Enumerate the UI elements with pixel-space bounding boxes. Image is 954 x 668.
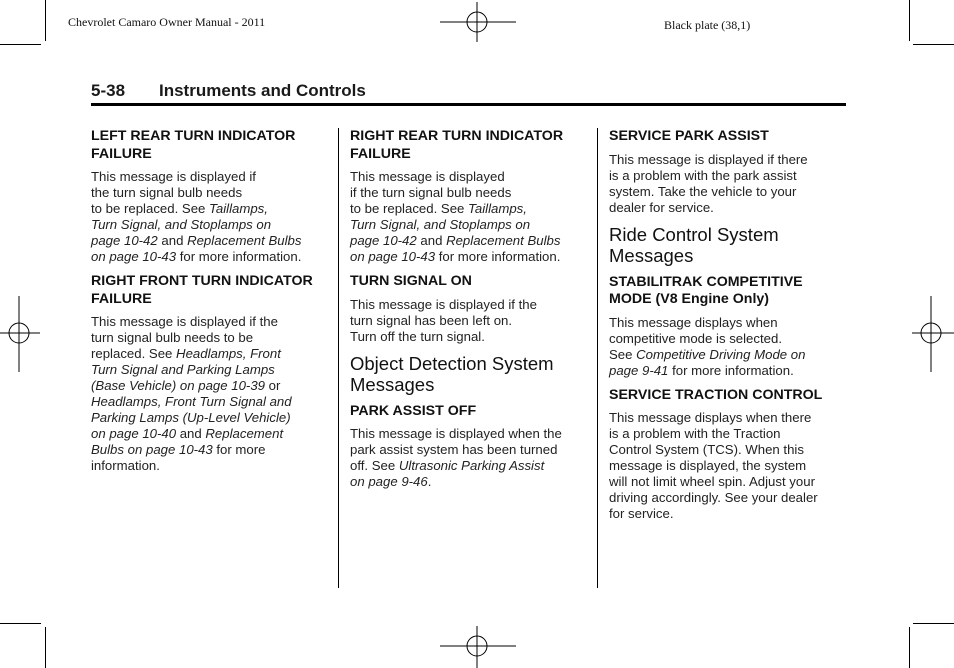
text-line xyxy=(609,474,845,490)
section-heading: Ride Control System Messages xyxy=(609,223,779,266)
text-line xyxy=(350,249,586,265)
message-title: RIGHT FRONT TURN INDICATOR FAILURE xyxy=(91,273,313,307)
text-line xyxy=(91,378,327,394)
cross-reference: on page 9-46 xyxy=(350,474,428,489)
text-line xyxy=(91,458,327,474)
text-run: and xyxy=(176,426,206,441)
cross-reference: Turn Signal and Parking Lamps xyxy=(91,362,275,377)
crop-mark xyxy=(913,623,954,624)
text-line xyxy=(350,426,586,442)
text-run: driving accordingly. See your dealer xyxy=(609,490,818,505)
message-title: SERVICE TRACTION CONTROL xyxy=(609,386,823,403)
plate-label: Chevrolet Camaro Owner Manual - 2011 xyxy=(68,15,266,29)
text-line xyxy=(609,442,845,458)
text-line xyxy=(609,184,845,200)
text-line xyxy=(91,201,327,217)
text-line xyxy=(91,442,327,458)
text-run: This message is displayed when the xyxy=(350,426,562,441)
message-description xyxy=(350,169,586,265)
text-run: This message is displayed if xyxy=(91,169,256,184)
text-line xyxy=(91,346,327,362)
text-run: for more information. xyxy=(435,249,561,264)
registration-mark-icon xyxy=(440,0,516,45)
plate-label: Black plate (38,1) xyxy=(664,18,751,32)
text-line xyxy=(350,313,586,329)
text-line xyxy=(609,506,845,522)
cross-reference: Parking Lamps (Up-Level Vehicle) xyxy=(91,410,291,425)
text-run: for more information. xyxy=(668,362,794,378)
column xyxy=(350,128,586,498)
text-run: off. See xyxy=(350,458,399,473)
text-run: Control System (TCS). When this xyxy=(609,442,804,457)
cross-reference: page 10-42 xyxy=(91,233,158,248)
column xyxy=(609,128,845,530)
message-title: PARK ASSIST OFF xyxy=(350,402,477,419)
text-run: This message is displayed if the xyxy=(91,314,278,329)
cross-reference: on page 10-40 xyxy=(91,426,177,441)
cross-reference: Competitive Driving Mode on xyxy=(636,346,806,362)
text-line xyxy=(350,169,586,185)
registration-mark-icon xyxy=(0,296,40,372)
cross-reference: Replacement Bulbs xyxy=(187,233,302,248)
cross-reference: (Base Vehicle) on page 10-39 xyxy=(91,378,265,393)
cross-reference: Turn Signal, and Stoplamps on xyxy=(350,217,531,232)
cross-reference: Headlamps, Front Turn Signal and xyxy=(91,394,292,409)
cross-reference: Headlamps, Front xyxy=(176,346,281,361)
column-divider xyxy=(597,128,598,588)
text-line xyxy=(350,185,586,201)
message-description xyxy=(350,426,586,490)
text-line xyxy=(609,363,845,379)
text-run: turn signal bulb needs to be xyxy=(91,330,254,345)
text-line xyxy=(609,315,845,331)
crop-mark xyxy=(909,627,910,668)
crop-mark xyxy=(909,0,910,41)
text-line xyxy=(91,314,327,330)
message-title: RIGHT REAR TURN INDICATOR FAILURE xyxy=(350,128,564,162)
text-line xyxy=(91,426,327,442)
message-description xyxy=(609,152,845,216)
text-run: information. xyxy=(91,458,160,473)
cross-reference: Replacement Bulbs xyxy=(446,233,561,248)
text-line xyxy=(91,233,327,249)
text-line xyxy=(91,330,327,346)
page-number: 5-38 xyxy=(91,81,126,100)
message-description xyxy=(609,315,845,379)
message-description xyxy=(91,314,327,474)
text-line xyxy=(609,347,845,363)
text-line xyxy=(91,410,327,426)
text-line xyxy=(91,185,327,201)
cross-reference: Ultrasonic Parking Assist xyxy=(398,458,545,473)
text-line xyxy=(609,458,845,474)
cross-reference: page 9-41 xyxy=(609,362,669,378)
text-line xyxy=(350,458,586,474)
cross-reference: Taillamps, xyxy=(209,201,268,216)
message-description xyxy=(350,297,586,345)
cross-reference: on page 10-43 xyxy=(350,249,436,264)
text-line xyxy=(609,426,845,442)
message-title: SERVICE PARK ASSIST xyxy=(609,128,769,144)
text-run: See xyxy=(609,346,637,362)
text-line xyxy=(91,362,327,378)
text-run: message is displayed, the system xyxy=(609,458,807,473)
cross-reference: Taillamps, xyxy=(468,201,527,216)
message-title: TURN SIGNAL ON xyxy=(350,273,472,289)
text-run: is a problem with the park assist xyxy=(609,167,797,183)
text-line xyxy=(609,331,845,347)
text-line xyxy=(91,249,327,265)
text-line xyxy=(609,152,845,168)
crop-mark xyxy=(0,44,41,45)
text-line xyxy=(350,329,586,345)
text-run: Turn off the turn signal. xyxy=(350,328,485,344)
text-run: dealer for service. xyxy=(609,199,714,215)
cross-reference: Bulbs on page 10-43 xyxy=(91,442,213,457)
text-run: if the turn signal bulb needs xyxy=(350,185,512,200)
text-run: This message is displayed xyxy=(350,169,505,184)
section-title: Instruments and Controls xyxy=(159,81,366,100)
page-header xyxy=(91,81,846,106)
text-line xyxy=(350,201,586,217)
text-line xyxy=(350,442,586,458)
text-run: or xyxy=(265,378,281,393)
registration-mark-icon xyxy=(440,624,516,668)
text-run: and xyxy=(416,233,447,248)
cross-reference: page 10-42 xyxy=(350,233,417,248)
cross-reference: Replacement xyxy=(205,426,284,441)
text-run: replaced. See xyxy=(91,346,177,361)
text-line xyxy=(350,233,586,249)
text-run: turn signal has been left on. xyxy=(350,312,513,328)
text-run: This message displays when there xyxy=(609,410,812,425)
text-run: for service. xyxy=(609,506,674,521)
message-title: STABILITRAK COMPETITIVE MODE (V8 Engine Only) xyxy=(609,273,803,307)
text-run: is a problem with the Traction xyxy=(609,426,781,441)
text-run: competitive mode is selected. xyxy=(609,330,782,346)
cross-reference: Turn Signal, and Stoplamps on xyxy=(91,217,272,232)
text-run: the turn signal bulb needs xyxy=(91,185,243,200)
text-run: This message is displayed if there xyxy=(609,151,808,167)
text-run: for more information. xyxy=(176,249,302,264)
text-run: system. Take the vehicle to your xyxy=(609,183,797,199)
message-description xyxy=(91,169,327,265)
crop-mark xyxy=(45,0,46,41)
crop-mark xyxy=(913,44,954,45)
text-run: to be replaced. See xyxy=(350,201,469,216)
text-line xyxy=(350,297,586,313)
text-run: to be replaced. See xyxy=(91,201,210,216)
message-description xyxy=(609,410,845,522)
text-line xyxy=(609,168,845,184)
text-line xyxy=(91,217,327,233)
registration-mark-icon xyxy=(912,296,954,372)
text-line xyxy=(91,394,327,410)
column-divider xyxy=(338,128,339,588)
text-run: park assist system has been turned xyxy=(350,442,558,457)
crop-mark xyxy=(45,627,46,668)
text-line xyxy=(609,200,845,216)
crop-mark xyxy=(0,623,41,624)
message-title: LEFT REAR TURN INDICATOR FAILURE xyxy=(91,128,296,162)
text-run: for more xyxy=(212,442,266,457)
text-line xyxy=(609,490,845,506)
text-run: This message is displayed if the xyxy=(350,296,537,312)
text-line xyxy=(350,217,586,233)
text-run: and xyxy=(157,233,188,248)
column xyxy=(91,128,327,482)
cross-reference: on page 10-43 xyxy=(91,249,177,264)
text-line xyxy=(91,169,327,185)
text-line xyxy=(609,410,845,426)
text-run: . xyxy=(427,474,432,489)
text-line xyxy=(350,474,586,490)
text-run: will not limit wheel spin. Adjust your xyxy=(609,474,815,489)
section-heading: Object Detection System Messages xyxy=(350,352,554,395)
text-run: This message displays when xyxy=(609,314,778,330)
